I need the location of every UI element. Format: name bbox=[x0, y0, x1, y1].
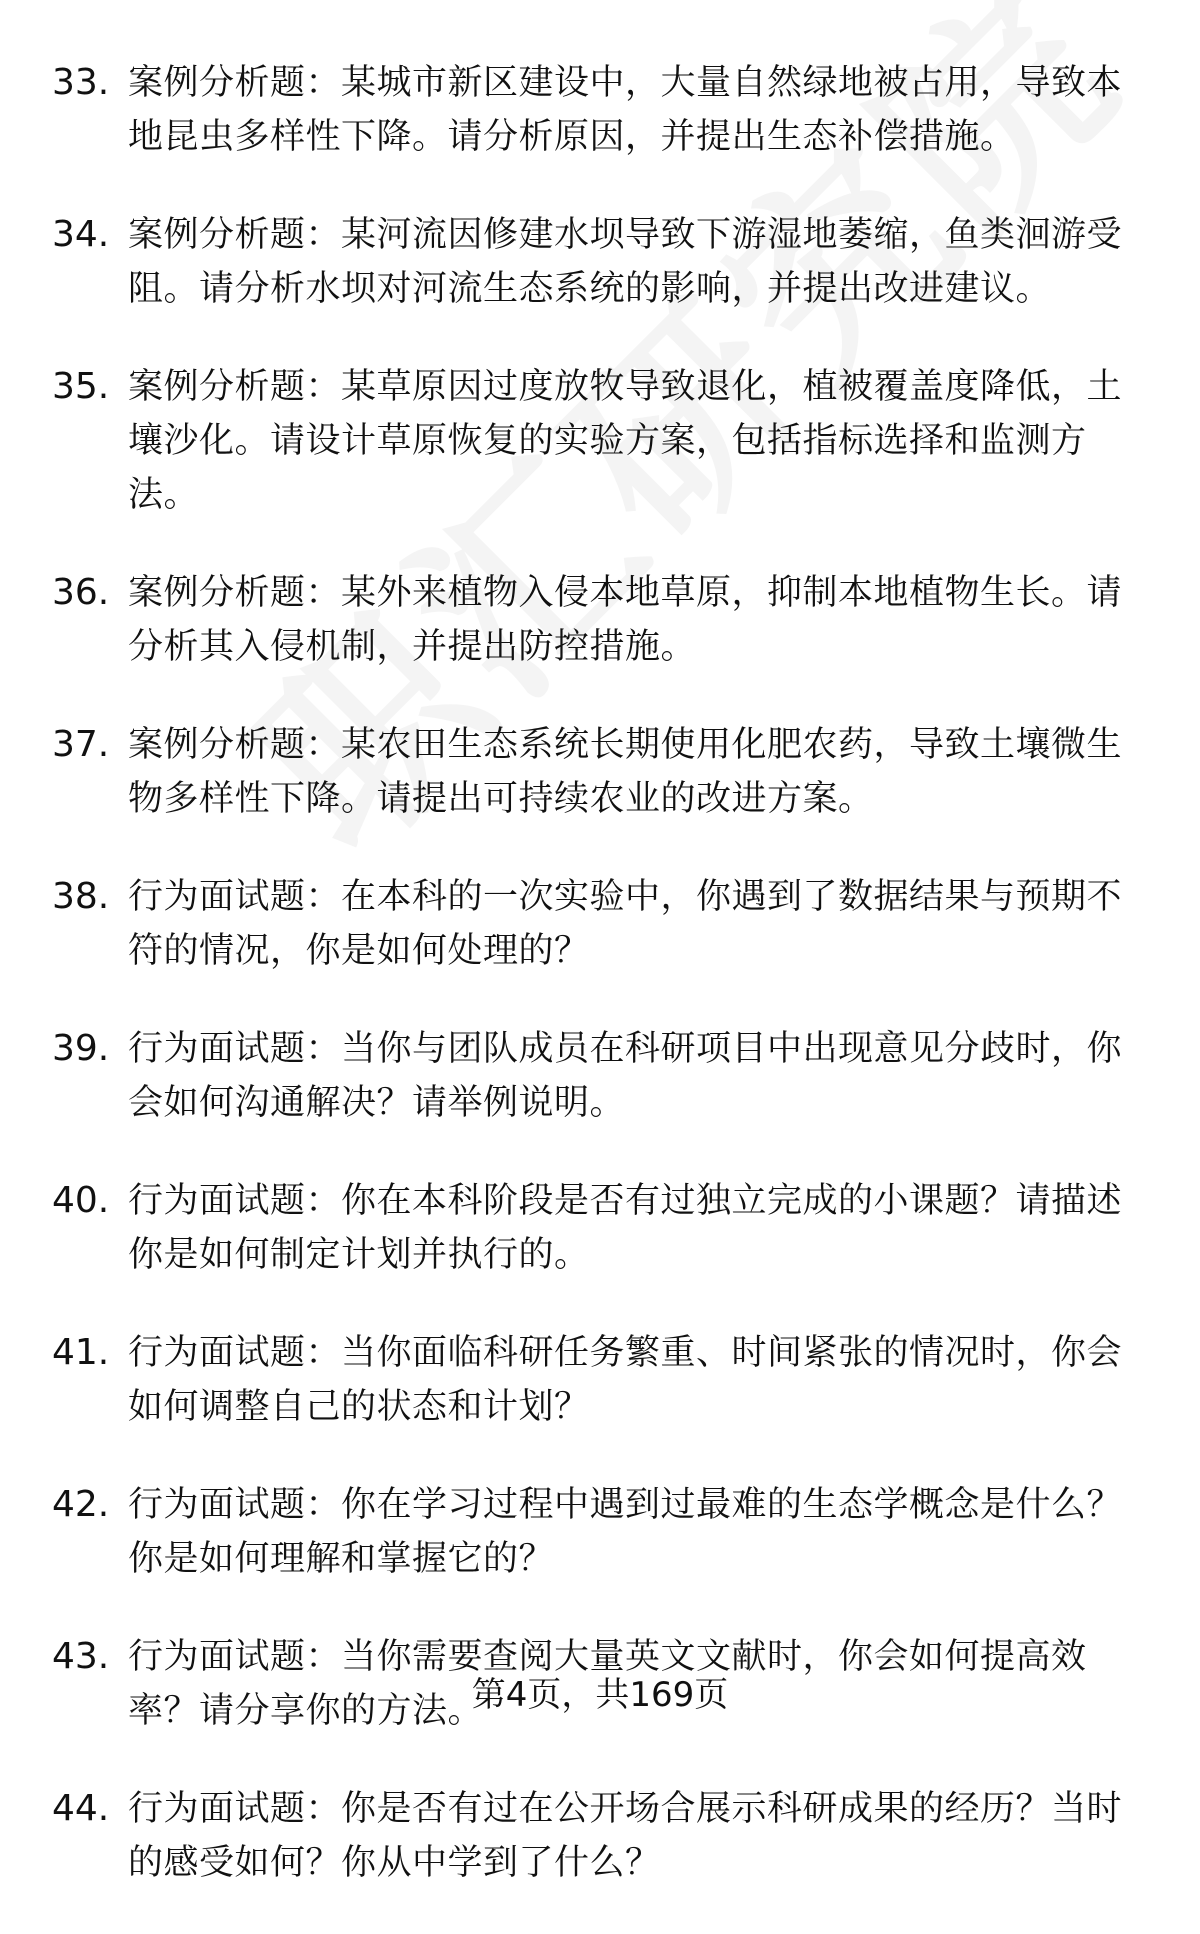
question-text: 行为面试题：当你面临科研任务繁重、时间紧张的情况时，你会如何调整自己的状态和计划？ bbox=[128, 1333, 1123, 1427]
question-number: 35. bbox=[52, 366, 110, 407]
question-text: 行为面试题：当你需要查阅大量英文文献时，你会如何提高效率？请分享你的方法。 bbox=[128, 1637, 1087, 1731]
question-number: 42. bbox=[52, 1484, 110, 1525]
question-text: 案例分析题：某农田生态系统长期使用化肥农药，导致土壤微生物多样性下降。请提出可持续农业的改进方案。 bbox=[128, 725, 1123, 819]
question-number: 41. bbox=[52, 1332, 110, 1373]
question-text: 案例分析题：某外来植物入侵本地草原，抑制本地植物生长。请分析其入侵机制，并提出防控措施。 bbox=[128, 573, 1123, 667]
question-item bbox=[0, 1782, 1200, 1890]
question-number: 43. bbox=[52, 1636, 110, 1677]
question-item bbox=[0, 208, 1200, 316]
question-text: 行为面试题：你在本科阶段是否有过独立完成的小课题？请描述你是如何制定计划并执行的。 bbox=[128, 1181, 1123, 1275]
question-text: 案例分析题：某城市新区建设中，大量自然绿地被占用，导致本地昆虫多样性下降。请分析原因，并提出生态补偿措施。 bbox=[128, 63, 1123, 157]
question-item bbox=[0, 1478, 1200, 1586]
question-text: 行为面试题：你在学习过程中遇到过最难的生态学概念是什么？你是如何理解和掌握它的？ bbox=[128, 1485, 1123, 1579]
question-item bbox=[0, 56, 1200, 164]
question-list bbox=[0, 56, 1200, 1934]
question-number: 36. bbox=[52, 572, 110, 613]
question-number: 34. bbox=[52, 214, 110, 255]
question-text: 案例分析题：某草原因过度放牧导致退化，植被覆盖度降低，土壤沙化。请设计草原恢复的实验方案，包括指标选择和监测方法。 bbox=[128, 367, 1123, 515]
question-text: 行为面试题：在本科的一次实验中，你遇到了数据结果与预期不符的情况，你是如何处理的？ bbox=[128, 877, 1123, 971]
question-item bbox=[0, 1326, 1200, 1434]
page-footer: 第4页，共169页 bbox=[471, 1675, 729, 1715]
question-item bbox=[0, 566, 1200, 674]
question-item bbox=[0, 1022, 1200, 1130]
question-item bbox=[0, 870, 1200, 978]
question-number: 44. bbox=[52, 1788, 110, 1829]
question-item bbox=[0, 1174, 1200, 1282]
question-text: 案例分析题：某河流因修建水坝导致下游湿地萎缩，鱼类洄游受阻。请分析水坝对河流生态系统的影响，并提出改进建议。 bbox=[128, 215, 1123, 309]
question-number: 33. bbox=[52, 62, 110, 103]
question-item bbox=[0, 718, 1200, 826]
question-number: 40. bbox=[52, 1180, 110, 1221]
question-number: 39. bbox=[52, 1028, 110, 1069]
question-text: 行为面试题：当你与团队成员在科研项目中出现意见分歧时，你会如何沟通解决？请举例说明。 bbox=[128, 1029, 1123, 1123]
question-number: 38. bbox=[52, 876, 110, 917]
question-item bbox=[0, 360, 1200, 522]
question-text: 行为面试题：你是否有过在公开场合展示科研成果的经历？当时的感受如何？你从中学到了什么？ bbox=[128, 1789, 1123, 1883]
question-number: 37. bbox=[52, 724, 110, 765]
